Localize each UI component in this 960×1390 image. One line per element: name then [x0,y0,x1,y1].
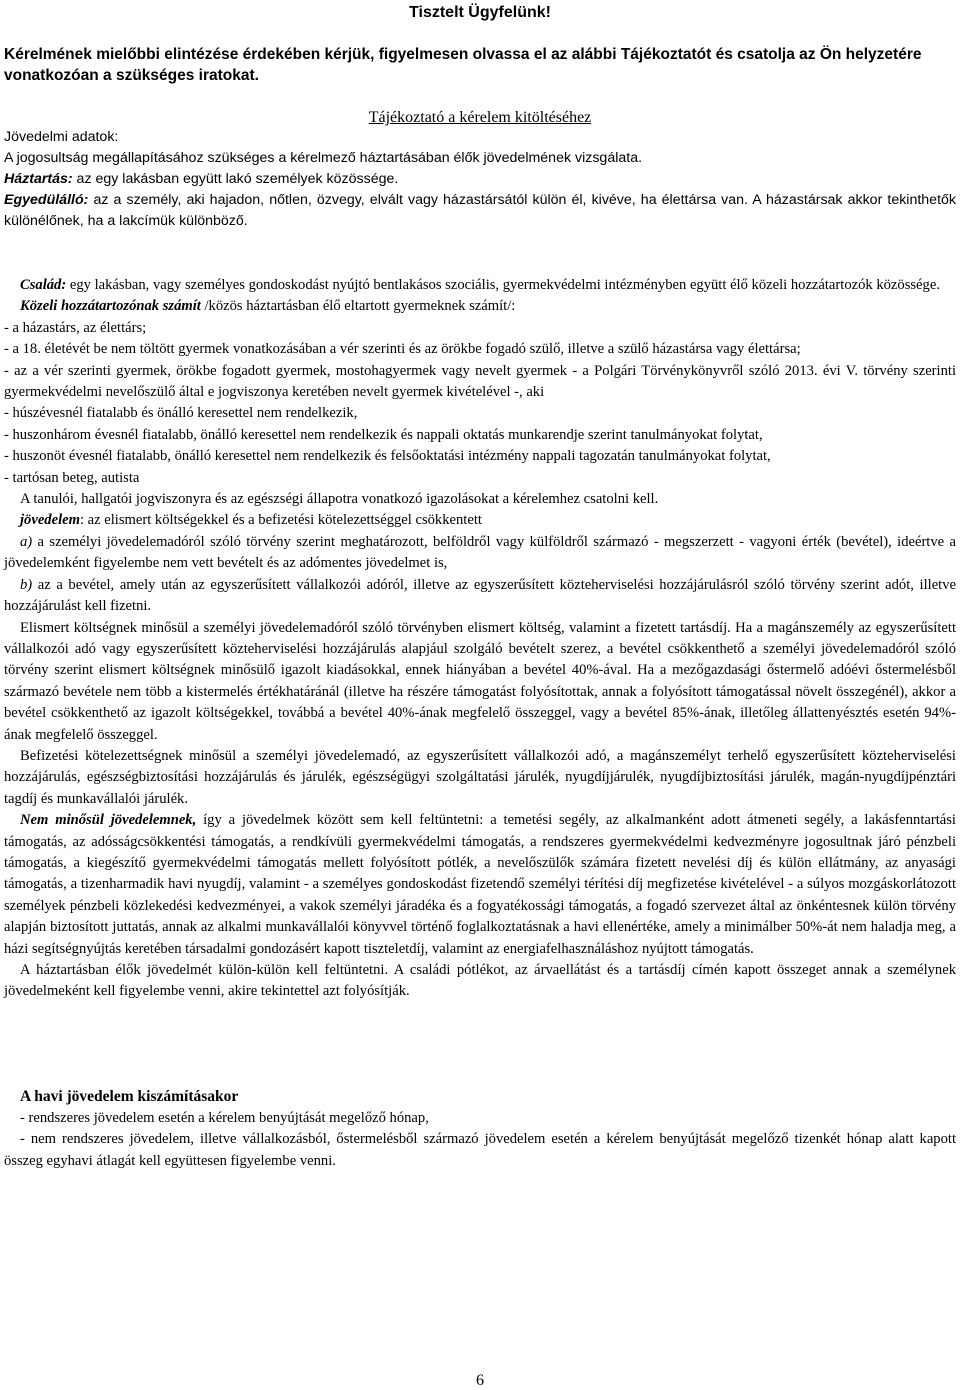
income-purpose: A jogosultság megállapításához szükséges a kérelmező háztartásában élők jövedelmének vizsgálata. [4,150,643,166]
household-term: Háztartás: [4,171,73,187]
relatives-def: /közös háztartásban élő eltartott gyermeknek számít/: [200,298,516,315]
page-number: 6 [476,1372,484,1389]
not-income-term: Nem minősül jövedelemnek, [20,812,197,829]
item-a-text: a személyi jövedelemadóról szóló törvény szerint meghatározott, belföldről vagy külföldről származó - megszerzett - vagyoni érték (bevétel), ideértve a jövedelemként figyelembe nem vett bevételt és az adómentes jövedelmet is, [4,533,956,572]
single-term: Egyedülálló: [4,192,89,208]
monthly-income-section [4,1108,956,1172]
income-item-b [4,575,956,618]
greeting: Tisztelt Ügyfelünk! [409,4,551,21]
income-def: : az elismert költségekkel és a befizetési kötelezettséggel csökkentett [79,512,482,529]
recognized-costs: Elismert költségnek minősül a személyi jövedelemadóról szóló törvényben elismert költség, valamint a fizetett tartásdíj. Ha a magánszemély az egyszerűsített vállalkozói adó vagy egyszerűsített közteherviselési hozzájárulás alapjául szolgáló bevételt szerez, a bevétel csökkenthető a személyi jövedelemadóról szóló törvény szerint elismert költségnek minősülő igazolt kiadásokkal, ennek hiányában a bevétel 40%-ával. Ha a mezőgazdasági őstermelő adóévi őstermelésből származó bevétele nem több a kistermelés értékhatáránál (illetve ha részére támogatást folyósítottak, annak a folyósított támogatással növelt összegénél), akkor a bevétel csökkenthető az igazolt költségekkel, továbbá a bevétel 40%-ának megfelelő összeggel, vagy a bevétel 85%-ának, illetőleg állattenyésztés esetén 94%-ának megfelelő összeggel. [4,619,956,743]
family-term: Család: [20,277,67,293]
payment-obligation: Befizetési kötelezettségnek minősül a személyi jövedelemadó, az egyszerűsített vállalkozói adó, a magánszemélyt terhelő egyszerűsített közteherviselési hozzájárulás, egészségbiztosítási hozzájárulás és járulék, egészségügyi szolgáltatási járulék, nyugdíjjárulék, nyugdíjbiztosítási járulék, magán-nyugdíjpénztári tagdíj és munkavállalói járulék. [4,747,956,807]
household-def: az egy lakásban együtt lakó személyek közössége. [72,171,399,187]
not-income-def: így a jövedelmek között sem kell feltüntetni: a temetési segély, az alkalmanként adott átmeneti segély, a lakásfenntartási támogatás, az adósságcsökkentési támogatás, a rendkívüli gyermekvédelmi támogatás, a rendszeres gyermekvédelmi kedvezményre jogosultnak járó pénzbeli támogatás, a kiegészítő gyermekvédelmi támogatás mellett folyósított pótlék, a nevelőszülők számára fizetett nevelési díj és külön ellátmány, az anyasági támogatás, a tizenharmadik havi nyugdíj, valamint - a személyes gondoskodást fizetendő személyi térítési díj megfizetése kivételével - a súlyos mozgáskorlátozott személyek pénzbeli közlekedési kedvezményei, a vakok személyi járadéka és a fogyatékossági támogatás, a fogadó szervezet által az önkéntesnek külön törvény alapján biztosított juttatás, annak az alkalmi munkavállalói könyvvel történő foglalkoztatásnak a havi ellenértéke, amely a minimálber 50%-át nem haladja meg, a házi segítségnyújtás keretében társadalmi gondozásért kapott tiszteletdíj, valamint az energiafelhasználáshoz nyújtott támogatás. [4,812,956,957]
list-item: - húszévesnél fiatalabb és önálló keresettel nem rendelkezik, [4,405,358,422]
income-data-heading: Jövedelmi adatok: [4,129,119,145]
list-item: - a 18. életévét be nem töltött gyermek vonatkozásában a vér szerinti és az örökbe fogadó szülő, illetve a szülő házastársa vagy élettársa; [4,341,801,358]
household-definition [4,169,956,190]
income-item-a [4,532,956,575]
list-item: - nem rendszeres jövedelem, illetve vállalkozásból, őstermelésből származó jövedelem esetén a kérelem benyújtását megelőző tizenkét hónap alatt kapott összeg egyhavi átlagát kell együttesen figyelembe venni. [4,1131,956,1169]
document-title: Tájékoztató a kérelem kitöltéséhez [368,109,592,126]
list-item: - huszonhárom évesnél fiatalabb, önálló keresettel nem rendelkezik és nappali oktatás munkarendje szerint tanulmányokat folytat, [4,426,763,443]
item-b-label: b) [20,576,33,593]
family-definition [4,275,956,296]
intro-text: Kérelmének mielőbbi elintézése érdekében kérjük, figyelmesen olvassa el az alábbi Tájékoztatót és csatolja az Ön helyzetére vonatkozóan a szükséges iratokat. [4,46,922,84]
list-item: - az a vér szerinti gyermek, örökbe fogadott gyermek, mostohagyermek vagy nevelt gyermek - a Polgári Törvénykönyvről szóló 2013. évi V. törvény szerinti gyermekvédelmi nevelőszülő által e jogviszonya keretében nevelt gyermek kivételével -, aki [4,362,956,401]
not-income-definition [4,810,956,960]
list-item: - rendszeres jövedelem esetén a kérelem benyújtását megelőző hónap, [20,1110,429,1126]
single-definition [4,190,956,232]
relatives-definition [4,296,956,317]
list-item: - a házastárs, az élettárs; [4,319,147,336]
main-body [4,275,956,1003]
income-term: jövedelem [20,512,80,529]
item-b-text: az a bevétel, amely után az egyszerűsített vállalkozói adóról, illetve az egyszerűsített közteherviselési hozzájárulásról szóló törvény szerint adót, illetve hozzájárulást kell fizetni. [4,576,956,615]
list-item: - huszonöt évesnél fiatalabb, önálló keresettel nem rendelkezik és felsőoktatási intézmény nappali tagozatán tanulmányokat folytat, [4,448,771,465]
student-note: A tanulói, hallgatói jogviszonyra és az egészségi állapotra vonatkozó igazolásokat a kérelemhez csatolni kell. [20,491,659,508]
relatives-term: Közeli hozzátartozónak számít [20,298,201,315]
family-def: egy lakásban, vagy személyes gondoskodást nyújtó bentlakásos szociális, gyermekvédelmi intézményben együtt élő közeli hozzátartozók közössége. [66,277,940,293]
list-item: - tartósan beteg, autista [4,469,140,486]
income-data-section [4,127,956,232]
monthly-income-heading: A havi jövedelem kiszámításakor [20,1088,239,1105]
income-definition [4,510,956,531]
single-def: az a személy, aki hajadon, nőtlen, özvegy, elvált vagy házastársától külön él, kivéve, ha élettársa van. A házastársak akkor tekinthetők különélőnek, ha a lakcímük különböző. [4,192,956,229]
item-a-label: a) [20,533,33,550]
separate-income-note: A háztartásban élők jövedelmét külön-külön kell feltüntetni. A családi pótlékot, az árvaellátást és a tartásdíj címén kapott összeget annak a személynek jövedelmeként kell figyelembe venni, akire tekintettel azt folyósítják. [4,962,956,1000]
